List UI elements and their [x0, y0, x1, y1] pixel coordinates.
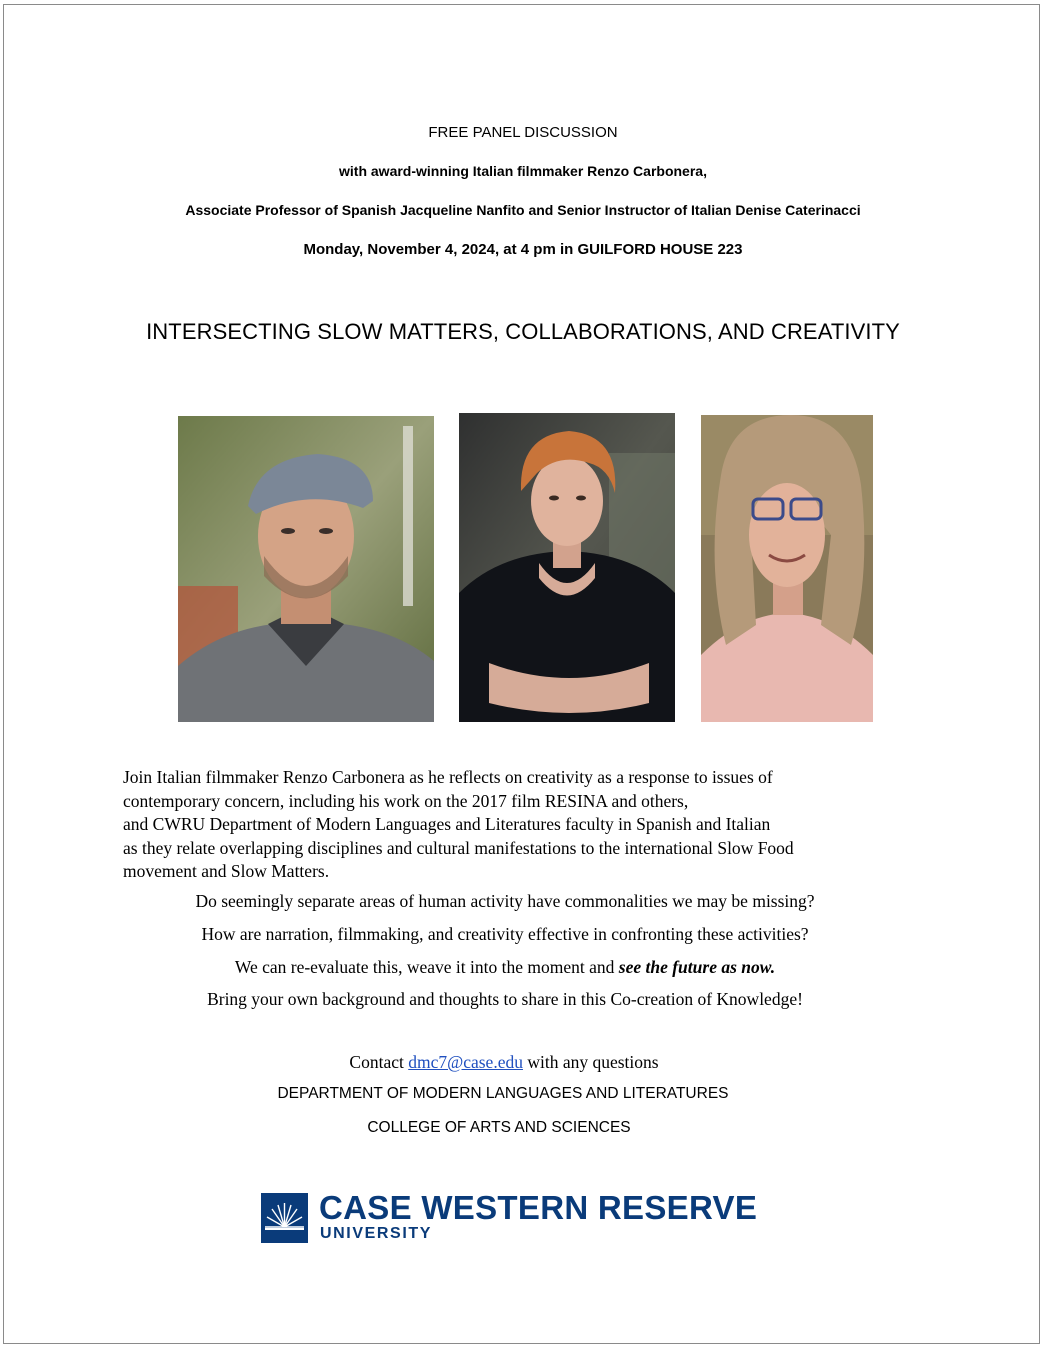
portrait-photo-spanish-professor: [459, 413, 675, 722]
question-commonalities: Do seemingly separate areas of human activity have commonalities we may be missing?: [195, 891, 815, 911]
re-evaluate-text: We can re-evaluate this, weave it into the moment and: [234, 957, 619, 977]
description-line: and CWRU Department of Modern Languages and Literatures faculty in Spanish and Italian: [123, 814, 771, 834]
college-name: COLLEGE OF ARTS AND SCIENCES: [367, 1119, 631, 1136]
future-emphasis: see the future as now.: [618, 957, 776, 977]
university-name: CASE WESTERN RESERVE: [319, 1189, 758, 1226]
contact-email-link[interactable]: dmc7@case.edu: [408, 1052, 523, 1072]
description-line: Join Italian filmmaker Renzo Carbonera as he reflects on creativity as a response to issues of: [123, 767, 773, 787]
contact-prefix: Contact: [349, 1052, 409, 1072]
description-line: contemporary concern, including his work on the 2017 film RESINA and others,: [123, 790, 689, 811]
contact-line: [0, 1052, 1008, 1073]
event-title: INTERSECTING SLOW MATTERS, COLLABORATIONS, AND CREATIVITY: [146, 319, 900, 344]
event-type-heading: FREE PANEL DISCUSSION: [428, 124, 618, 141]
contact-suffix: with any questions: [522, 1052, 659, 1072]
university-logo: [261, 1189, 758, 1246]
re-evaluate-line: [0, 957, 1010, 978]
faculty-line: Associate Professor of Spanish Jacqueline Nanfito and Senior Instructor of Italian Denise Caterinacci: [185, 202, 861, 218]
description-line: movement and Slow Matters.: [123, 861, 330, 881]
date-location-line: Monday, November 4, 2024, at 4 pm in GUILFORD HOUSE 223: [303, 241, 743, 258]
sunburst-logo-icon: [261, 1193, 308, 1243]
invitation-line: Bring your own background and thoughts to share in this Co-creation of Knowledge!: [207, 989, 803, 1009]
university-subtitle: UNIVERSITY: [320, 1225, 433, 1242]
description-line: as they relate overlapping disciplines and cultural manifestations to the international Slow Food: [123, 837, 794, 858]
description-paragraph: [123, 766, 923, 884]
portrait-photo-italian-instructor: [701, 415, 873, 722]
filmmaker-line: with award-winning Italian filmmaker Renzo Carbonera,: [339, 163, 707, 179]
department-name: DEPARTMENT OF MODERN LANGUAGES AND LITERATURES: [277, 1085, 729, 1102]
question-narration: How are narration, filmmaking, and creativity effective in confronting these activities?: [201, 924, 809, 944]
portrait-photo-filmmaker: [178, 416, 434, 722]
